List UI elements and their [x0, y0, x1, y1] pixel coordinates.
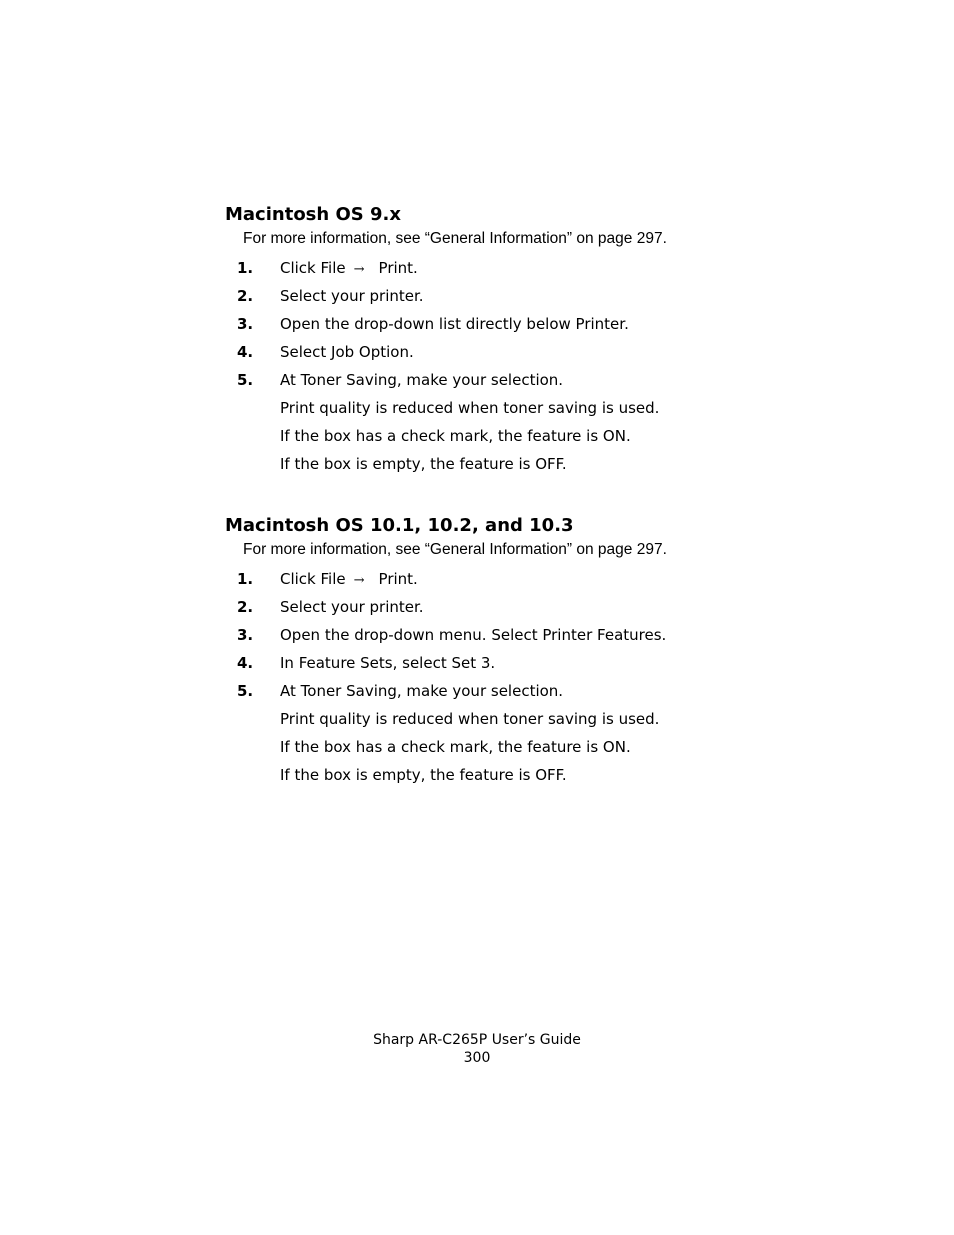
step-number: 2. — [237, 598, 254, 616]
step-item — [225, 256, 785, 284]
step-item — [225, 595, 785, 623]
step-text-part: Click File — [280, 570, 346, 588]
step-note: If the box is empty, the feature is OFF. — [280, 766, 567, 784]
step-text — [280, 256, 418, 282]
step-number: 1. — [237, 570, 254, 588]
step-text-part: Click File — [280, 259, 346, 277]
step-text: At Toner Saving, make your selection. — [280, 682, 564, 700]
step-text: At Toner Saving, make your selection. — [280, 371, 564, 389]
step-text: Open the drop-down list directly below Printer. — [280, 315, 629, 333]
step-number: 5. — [237, 682, 254, 700]
step-note: Print quality is reduced when toner saving is used. — [280, 399, 660, 417]
step-number: 4. — [237, 654, 254, 672]
step-text: Select your printer. — [280, 287, 424, 305]
step-item — [225, 368, 785, 396]
step-text-part: Print. — [378, 259, 418, 277]
step-item — [225, 623, 785, 651]
step-item — [225, 312, 785, 340]
step-note: Print quality is reduced when toner saving is used. — [280, 710, 660, 728]
section-macos-10 — [225, 513, 785, 791]
step-number: 2. — [237, 287, 254, 305]
step-text: Select Job Option. — [280, 343, 414, 361]
page-footer — [0, 1031, 954, 1067]
section-heading: Macintosh OS 9.x — [225, 204, 401, 225]
section-intro: For more information, see “General Information” on page 297. — [243, 541, 667, 558]
step-number: 3. — [237, 315, 254, 333]
section-intro: For more information, see “General Information” on page 297. — [243, 230, 667, 247]
footer-title: Sharp AR-C265P User’s Guide — [373, 1032, 581, 1048]
step-item — [225, 651, 785, 679]
step-number: 3. — [237, 626, 254, 644]
section-heading: Macintosh OS 10.1, 10.2, and 10.3 — [225, 515, 574, 536]
step-number: 4. — [237, 343, 254, 361]
section-macos-9 — [225, 202, 785, 480]
step-note: If the box has a check mark, the feature is ON. — [280, 738, 631, 756]
right-arrow-icon: → — [353, 262, 365, 277]
step-text — [280, 567, 418, 593]
right-arrow-icon: → — [353, 573, 365, 588]
step-item — [225, 340, 785, 368]
page-number: 300 — [463, 1050, 491, 1066]
step-item — [225, 284, 785, 312]
step-number: 1. — [237, 259, 254, 277]
step-item — [225, 567, 785, 595]
step-text-part: Print. — [378, 570, 418, 588]
step-note: If the box has a check mark, the feature is ON. — [280, 427, 631, 445]
steps-list — [225, 256, 785, 396]
step-item — [225, 679, 785, 707]
step-text: In Feature Sets, select Set 3. — [280, 654, 496, 672]
step-number: 5. — [237, 371, 254, 389]
steps-list — [225, 567, 785, 707]
step-text: Select your printer. — [280, 598, 424, 616]
step-text: Open the drop-down menu. Select Printer Features. — [280, 626, 667, 644]
step-note: If the box is empty, the feature is OFF. — [280, 455, 567, 473]
